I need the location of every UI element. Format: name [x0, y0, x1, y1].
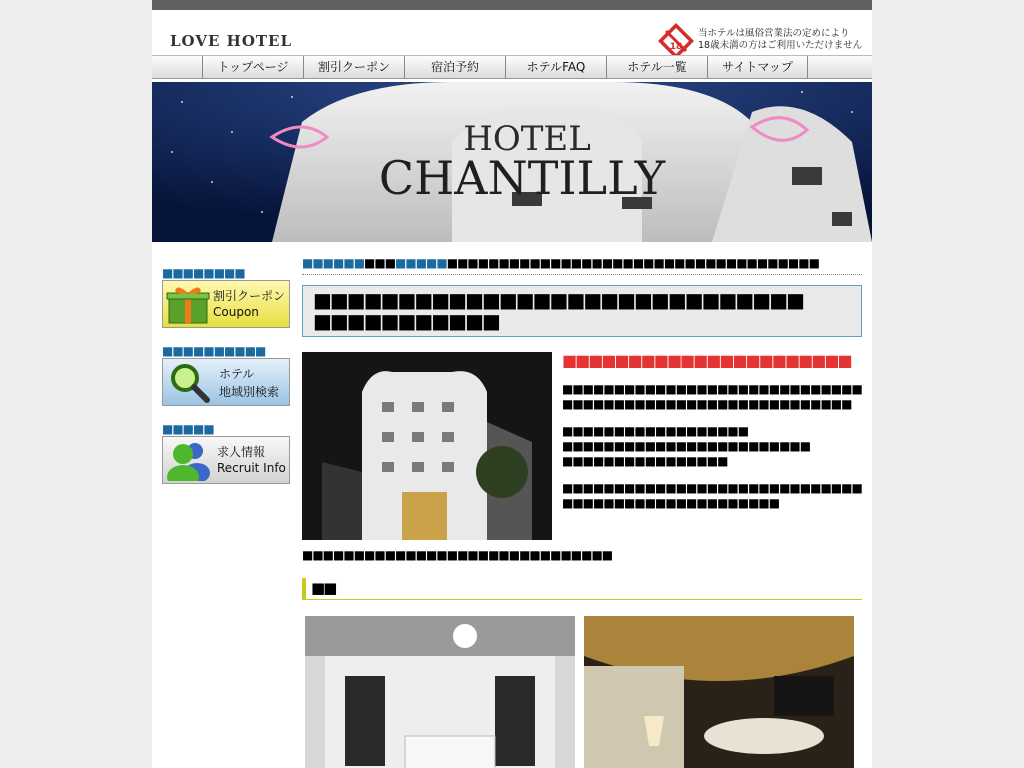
top-bar — [152, 0, 872, 10]
site-logo[interactable]: LOVE HOTEL — [170, 32, 293, 50]
room-photo-2[interactable] — [584, 616, 854, 768]
hotel-info-line-2c: ■■■■■■■■■■■■■■■■ — [562, 454, 728, 468]
coupon-label: 割引クーポン — [213, 289, 286, 303]
nav-item-hotel-list[interactable]: ホテル一覧 — [606, 56, 707, 78]
recruit-sub-label: Recruit Info — [217, 461, 286, 475]
gift-icon — [165, 283, 211, 325]
header — [152, 10, 872, 55]
hotel-exterior-photo — [302, 352, 552, 540]
hotel-info-para-2 — [562, 424, 862, 469]
page-title-line2: ■■■■■■■■■■■ — [313, 309, 499, 333]
age-notice-line1: 当ホテルは風俗営業法の定めにより — [698, 28, 850, 39]
page-title — [302, 285, 862, 337]
hotel-info — [562, 352, 862, 523]
person-icon — [165, 439, 211, 481]
rooms-section-heading: ■■ — [302, 578, 862, 600]
age-notice — [698, 28, 862, 52]
nav-item-reservation[interactable]: 宿泊予約 — [404, 56, 505, 78]
area-search-label: ホテル — [219, 367, 255, 381]
main-content — [302, 256, 862, 597]
breadcrumb-link-1[interactable]: ■■■■■■ — [302, 256, 365, 270]
breadcrumb-link-2[interactable]: ■■■■■ — [395, 256, 447, 270]
age-notice-line2: 18歳未満の方はご利用いただけません — [698, 40, 863, 51]
sidebar-dots-3: ■■■■■ — [162, 422, 214, 436]
sidebar-dots-2: ■■■■■■■■■■ — [162, 344, 266, 358]
breadcrumb-sep-1: ■■■ — [364, 256, 396, 270]
sidebar — [162, 266, 292, 500]
recruit-label: 求人情報 — [217, 445, 266, 459]
page-title-line1: ■■■■■■■■■■■■■■■■■■■■■■■■■■■■■ — [313, 288, 803, 312]
magnifier-icon — [165, 361, 211, 403]
nav-item-sitemap[interactable]: サイトマップ — [707, 56, 808, 78]
area-search-sub-label: 地域別検索 — [219, 385, 280, 399]
hotel-info-line-2b: ■■■■■■■■■■■■■■■■■■■■■■■■ — [562, 439, 811, 453]
nav-item-faq[interactable]: ホテルFAQ — [505, 56, 606, 78]
banner-word-main: CHANTILLY — [378, 151, 666, 205]
area-search-button[interactable] — [162, 358, 290, 406]
photo-caption: ■■■■■■■■■■■■■■■■■■■■■■■■■■■■■■ — [302, 548, 613, 562]
nav-item-coupon[interactable]: 割引クーポン — [303, 56, 404, 78]
room-photo-1[interactable] — [305, 616, 575, 768]
age-badge-text: 18 — [669, 42, 683, 52]
hotel-info-line-2a: ■■■■■■■■■■■■■■■■■■ — [562, 424, 749, 438]
breadcrumb-current: ■■■■■■■■■■■■■■■■■■■■■■■■■■■■■■■■■■■■ — [446, 256, 819, 270]
page — [152, 0, 872, 768]
coupon-button[interactable] — [162, 280, 290, 328]
hotel-banner — [152, 82, 872, 242]
banner-word-top: HOTEL — [463, 119, 591, 159]
nav-item-top[interactable]: トップページ — [202, 56, 303, 78]
coupon-sub-label: Coupon — [213, 305, 259, 319]
recruit-button[interactable] — [162, 436, 290, 484]
hotel-info-para-3: ■■■■■■■■■■■■■■■■■■■■■■■■■■■■■■■■■■■■■■■■■■■■■■■■■■ — [562, 481, 862, 510]
hotel-info-para-1: ■■■■■■■■■■■■■■■■■■■■■■■■■■■■■■■■■■■■■■■■■■■■■■■■■■■■■■■■■ — [562, 382, 862, 411]
breadcrumb — [302, 256, 862, 275]
main-nav — [152, 55, 872, 79]
hotel-info-heading: ■■■■■■■■■■■■■■■■■■■■■■ — [562, 351, 851, 370]
sidebar-dots-1: ■■■■■■■■ — [162, 266, 245, 280]
